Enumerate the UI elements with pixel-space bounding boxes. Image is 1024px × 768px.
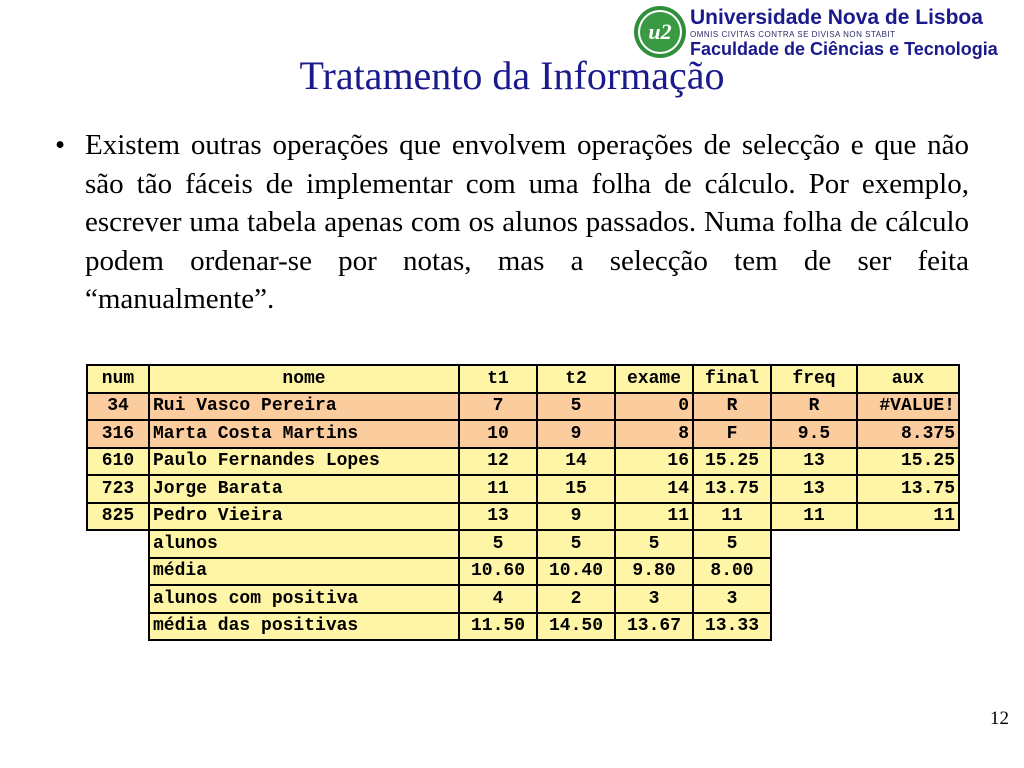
- blank-cell: [87, 530, 149, 558]
- bullet-item: [55, 126, 969, 319]
- table-cell: 9: [537, 420, 615, 448]
- table-cell: 13.75: [693, 475, 771, 503]
- table-cell: 11: [459, 475, 537, 503]
- summary-value: 10.40: [537, 558, 615, 586]
- table-header-row: [87, 365, 959, 393]
- summary-row: [87, 530, 959, 558]
- summary-row: [87, 613, 959, 641]
- summary-value: 8.00: [693, 558, 771, 586]
- column-header: num: [87, 365, 149, 393]
- blank-cell: [857, 530, 959, 558]
- table-cell: 14: [537, 448, 615, 476]
- table-cell: 13.75: [857, 475, 959, 503]
- blank-cell: [771, 558, 857, 586]
- summary-value: 14.50: [537, 613, 615, 641]
- table-cell: 11: [615, 503, 693, 531]
- table-cell: 34: [87, 393, 149, 421]
- university-motto: OMNIS CIVITAS CONTRA SE DIVISA NON STABIT: [690, 30, 896, 39]
- table-cell: 610: [87, 448, 149, 476]
- summary-row: [87, 558, 959, 586]
- column-header: freq: [771, 365, 857, 393]
- column-header: final: [693, 365, 771, 393]
- table-cell: 11: [693, 503, 771, 531]
- summary-value: 5: [693, 530, 771, 558]
- table-cell: 15.25: [857, 448, 959, 476]
- table-cell: Marta Costa Martins: [149, 420, 459, 448]
- table-cell: 316: [87, 420, 149, 448]
- column-header: aux: [857, 365, 959, 393]
- summary-value: 5: [459, 530, 537, 558]
- summary-value: 10.60: [459, 558, 537, 586]
- slide-title: Tratamento da Informação: [299, 53, 725, 98]
- table-cell: 13: [459, 503, 537, 531]
- summary-value: 13.67: [615, 613, 693, 641]
- table-cell: 11: [771, 503, 857, 531]
- table-cell: 10: [459, 420, 537, 448]
- university-name: Universidade Nova de Lisboa: [690, 6, 983, 29]
- summary-value: 11.50: [459, 613, 537, 641]
- table-cell: 12: [459, 448, 537, 476]
- spreadsheet-table: [86, 364, 960, 641]
- summary-value: 5: [537, 530, 615, 558]
- table-cell: 15.25: [693, 448, 771, 476]
- table-cell: 7: [459, 393, 537, 421]
- column-header: t1: [459, 365, 537, 393]
- summary-label: média: [149, 558, 459, 586]
- seal-text: u2: [648, 19, 672, 44]
- table-cell: 0: [615, 393, 693, 421]
- faculty-name: Faculdade de Ciências e Tecnologia: [690, 39, 998, 59]
- blank-cell: [857, 613, 959, 641]
- table-cell: R: [693, 393, 771, 421]
- column-header: t2: [537, 365, 615, 393]
- table-cell: Pedro Vieira: [149, 503, 459, 531]
- blank-cell: [771, 585, 857, 613]
- blank-cell: [857, 585, 959, 613]
- table-cell: 9: [537, 503, 615, 531]
- table-cell: 723: [87, 475, 149, 503]
- table-cell: #VALUE!: [857, 393, 959, 421]
- column-header: nome: [149, 365, 459, 393]
- summary-value: 5: [615, 530, 693, 558]
- summary-label: alunos: [149, 530, 459, 558]
- summary-label: alunos com positiva: [149, 585, 459, 613]
- summary-value: 13.33: [693, 613, 771, 641]
- blank-cell: [771, 613, 857, 641]
- page-number: 12: [990, 708, 1009, 729]
- blank-cell: [87, 558, 149, 586]
- table-cell: F: [693, 420, 771, 448]
- blank-cell: [87, 613, 149, 641]
- table-cell: 14: [615, 475, 693, 503]
- summary-row: [87, 585, 959, 613]
- summary-value: 2: [537, 585, 615, 613]
- table-row: [87, 448, 959, 476]
- table-cell: 13: [771, 475, 857, 503]
- table-row: [87, 420, 959, 448]
- bullet-text: Existem outras operações que envolvem operações de selecção e que não são tão fáceis de implementar com uma folha de cálculo. Por exemplo, escrever uma tabela apenas com os alunos passados. Numa folha de cálculo podem ordenar-se por notas, mas a selecção tem de ser feita “manualmente”.: [85, 129, 969, 315]
- table-cell: 13: [771, 448, 857, 476]
- table-cell: 8.375: [857, 420, 959, 448]
- table-row: [87, 393, 959, 421]
- bullet-dot-icon: •: [55, 129, 66, 161]
- table-row: [87, 475, 959, 503]
- table-cell: Paulo Fernandes Lopes: [149, 448, 459, 476]
- summary-value: 4: [459, 585, 537, 613]
- table-row: [87, 503, 959, 531]
- table-cell: 8: [615, 420, 693, 448]
- summary-value: 3: [693, 585, 771, 613]
- summary-label: média das positivas: [149, 613, 459, 641]
- table-cell: 11: [857, 503, 959, 531]
- table-cell: 9.5: [771, 420, 857, 448]
- table-cell: Rui Vasco Pereira: [149, 393, 459, 421]
- table-cell: 5: [537, 393, 615, 421]
- table-cell: 16: [615, 448, 693, 476]
- table-cell: Jorge Barata: [149, 475, 459, 503]
- blank-cell: [771, 530, 857, 558]
- blank-cell: [857, 558, 959, 586]
- column-header: exame: [615, 365, 693, 393]
- table-cell: 15: [537, 475, 615, 503]
- summary-value: 9.80: [615, 558, 693, 586]
- table-cell: 825: [87, 503, 149, 531]
- summary-value: 3: [615, 585, 693, 613]
- blank-cell: [87, 585, 149, 613]
- table-cell: R: [771, 393, 857, 421]
